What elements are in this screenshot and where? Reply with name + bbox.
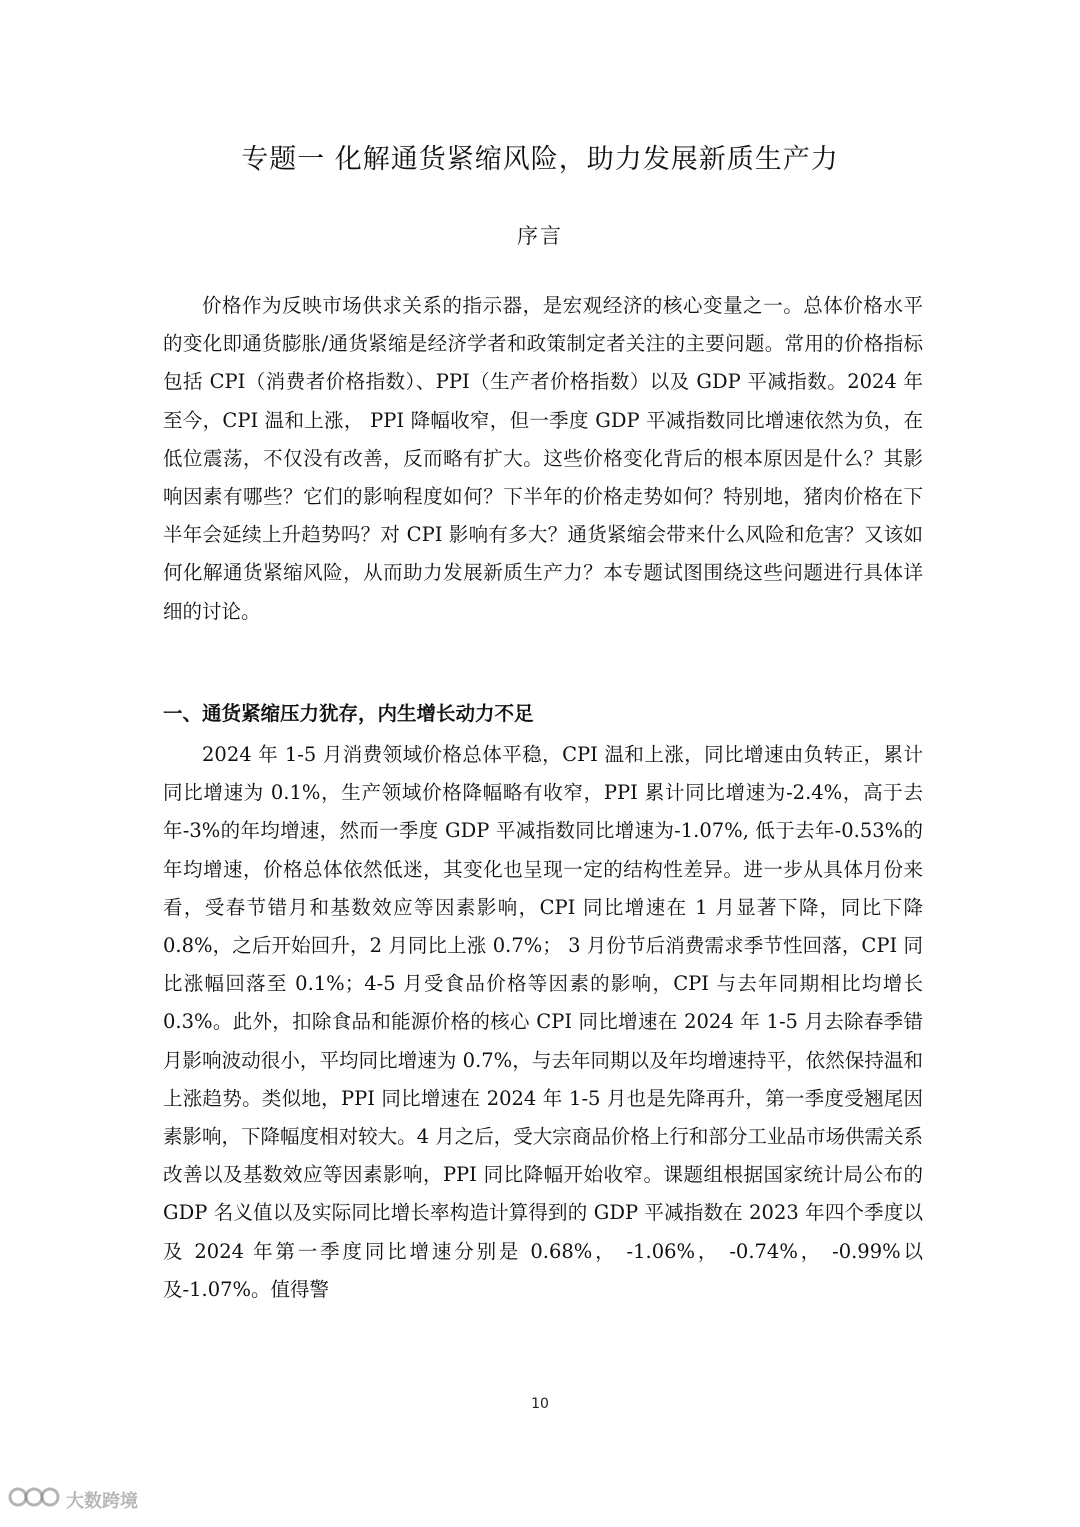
logo-icon xyxy=(8,1484,60,1515)
document-title: 专题一 化解通货紧缩风险，助力发展新质生产力 xyxy=(241,144,839,175)
watermark-text: 大数跨境 xyxy=(66,1490,138,1512)
page-number: 10 xyxy=(531,1396,549,1412)
section-heading: 一、通货紧缩压力犹存，内生增长动力不足 xyxy=(163,702,534,725)
section-paragraph: 2024 年 1-5 月消费领域价格总体平稳，CPI 温和上涨，同比增速由负转正，累计同比增速为 0.1%，生产领域价格降幅略有收窄，PPI 累计同比增速为-2.4%，高于去年-3%的年均增速，然而一季度 GDP 平减指数同比增速为-1.07%, 低于去年-0.53%的年均增速，价格总体依然低迷，其变化也呈现一定的结构性差异。进一步从具体月份来看，受春节错月和基数效应等因素影响，CPI 同比增速在 1 月显著下降，同比下降 0.8%，之后开始回升，2 月同比上涨 0.7%； 3 月份节后消费需求季节性回落，CPI 同比涨幅回落至 0.1%；4-5 月受食品价格等因素的影响，CPI 与去年同期相比均增长 0.3%。此外，扣除食品和能源价格的核心 CPI 同比增速在 2024 年 1-5 月去除春季错月影响波动很小，平均同比增速为 0.7%，与去年同期以及年均增速持平，依然保持温和上涨趋势。类似地，PPI 同比增速在 2024 年 1-5 月也是先降再升，第一季度受翘尾因素影响，下降幅度相对较大。4 月之后，受大宗商品价格上行和部分工业品市场供需关系改善以及基数效应等因素影响，PPI 同比降幅开始收窄。课题组根据国家统计局公布的 GDP 名义值以及实际同比增长率构造计算得到的 GDP 平减指数在 2023 年四个季度以及 2024 年第一季度同比增速分别是 0.68%， -1.06%， -0.74%， -0.99%以及-1.07%。值得警 xyxy=(163,743,923,1301)
watermark xyxy=(8,1484,138,1515)
document-subtitle: 序言 xyxy=(517,224,563,248)
intro-paragraph: 价格作为反映市场供求关系的指示器，是宏观经济的核心变量之一。总体价格水平的变化即通货膨胀/通货紧缩是经济学者和政策制定者关注的主要问题。常用的价格指标包括 CPI（消费者价格指数）、PPI（生产者价格指数）以及 GDP 平减指数。2024 年至今，CPI 温和上涨， PPI 降幅收窄，但一季度 GDP 平减指数同比增速依然为负，在低位震荡，不仅没有改善，反而略有扩大。这些价格变化背后的根本原因是什么？其影响因素有哪些？它们的影响程度如何？下半年的价格走势如何？特别地，猪肉价格在下半年会延续上升趋势吗？对 CPI 影响有多大？通货紧缩会带来什么风险和危害？又该如何化解通货紧缩风险，从而助力发展新质生产力？本专题试图围绕这些问题进行具体详细的讨论。 xyxy=(163,294,923,623)
